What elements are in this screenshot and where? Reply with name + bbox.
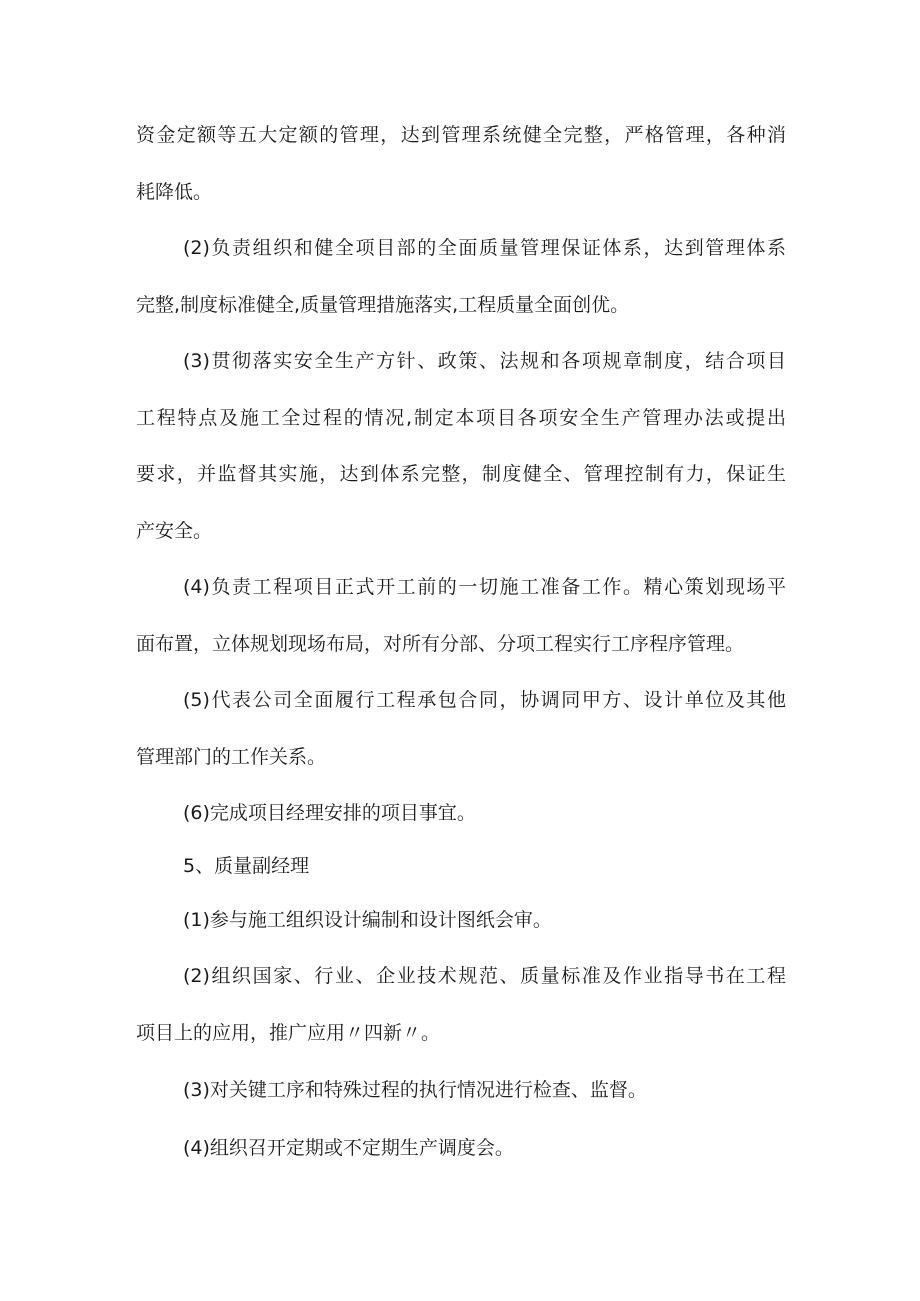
text-line: 项目上的应用，推广应用〃四新〃。 xyxy=(136,1021,441,1044)
text-line: (2)负责组织和健全项目部的全面质量管理保证体系，达到管理体系 xyxy=(183,237,786,259)
text-line: 完整,制度标准健全,质量管理措施落实,工程质量全面创优。 xyxy=(136,293,630,316)
text-line: 工程特点及施工全过程的情况,制定本项目各项安全生产管理办法或提出 xyxy=(136,406,786,429)
paragraph-q-item-3 xyxy=(136,1062,786,1119)
paragraph-item-3-safety xyxy=(136,333,786,559)
paragraph-quota-management xyxy=(136,107,786,220)
text-line: 要求，并监督其实施，达到体系完整，制度健全、管理控制有力，保证生 xyxy=(136,463,786,485)
text-line: (5)代表公司全面履行工程承包合同，协调同甲方、设计单位及其他 xyxy=(183,689,786,711)
text-line: 管理部门的工作关系。 xyxy=(136,745,327,768)
paragraph-q-item-1 xyxy=(136,892,786,949)
text-line: 产安全。 xyxy=(136,519,213,542)
text-line: 耗降低。 xyxy=(136,180,213,203)
text-line: (4)负责工程项目正式开工前的一切施工准备工作。精心策划现场平 xyxy=(183,576,786,598)
section-heading-quality-deputy-manager xyxy=(136,838,786,895)
text-line: (1)参与施工组织设计编制和设计图纸会审。 xyxy=(183,909,552,931)
text-line: (6)完成项目经理安排的项目事宜。 xyxy=(183,802,476,824)
text-line: (3)对关键工序和特殊过程的执行情况进行检查、监督。 xyxy=(183,1079,647,1101)
text-line: (2)组织国家、行业、企业技术规范、质量标准及作业指导书在工程 xyxy=(183,965,786,987)
text-line: 资金定额等五大定额的管理，达到管理系统健全完整，严格管理，各种消 xyxy=(136,124,786,146)
paragraph-item-5-contract xyxy=(136,672,786,785)
paragraph-q-item-4 xyxy=(136,1120,786,1177)
text-line: (4)组织召开定期或不定期生产调度会。 xyxy=(183,1137,514,1159)
heading-text: 5、质量副经理 xyxy=(183,855,310,877)
text-line: 面布置，立体规划现场布局，对所有分部、分项工程实行工序程序管理。 xyxy=(136,632,745,655)
paragraph-item-6-tasks xyxy=(136,785,786,842)
paragraph-item-2-quality-system xyxy=(136,220,786,333)
paragraph-q-item-2 xyxy=(136,948,786,1061)
text-line: (3)贯彻落实安全生产方针、政策、法规和各项规章制度，结合项目 xyxy=(183,350,786,372)
paragraph-item-4-preparation xyxy=(136,559,786,672)
